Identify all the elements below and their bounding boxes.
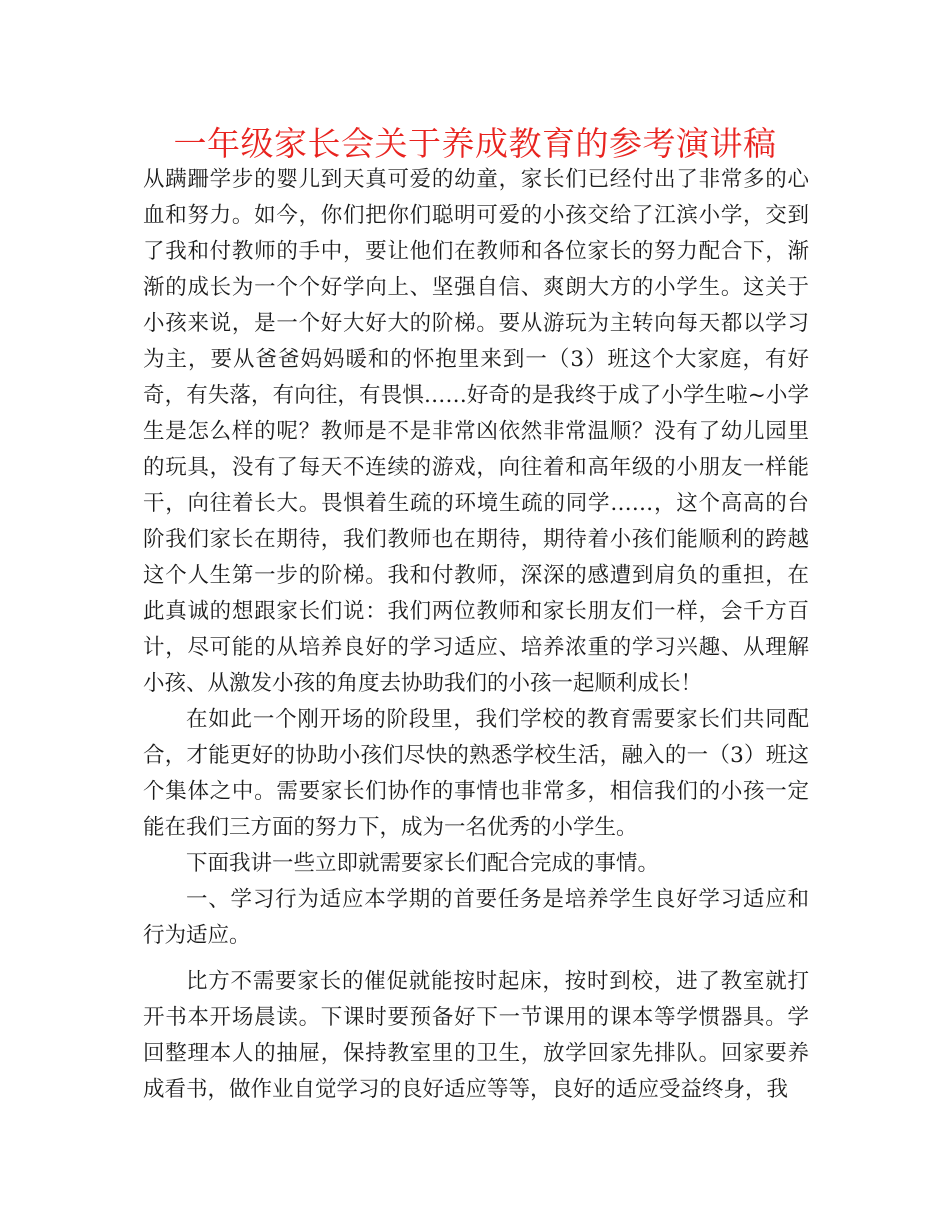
document-title: 一年级家长会关于养成教育的参考演讲稿 bbox=[173, 124, 777, 163]
paragraph-cooperation: 在如此一个刚开场的阶段里，我们学校的教育需要家长们共同配合，才能更好的协助小孩们尽快的熟悉学校生活，融入的一（3）班这个集体之中。需要家长们协作的事情也非常多，相信我们的小孩一定能在我们三方面的努力下，成为一名优秀的小学生。 bbox=[143, 707, 809, 840]
document-body bbox=[143, 162, 809, 1108]
paragraph-section-heading: 一、学习行为适应本学期的首要任务是培养学生良好学习适应和行为适应。 bbox=[143, 887, 809, 948]
paragraph-examples: 比方不需要家长的催促就能按时起床，按时到校，进了教室就打开书本开场晨读。下课时要预备好下一节课用的课本等学惯器具。学回整理本人的抽屉，保持教室里的卫生，放学回家先排队。回家要养成看书，做作业自觉学习的良好适应等等，良好的适应受益终身，我 bbox=[143, 969, 809, 1102]
paragraph-intro: 从蹒跚学步的婴儿到天真可爱的幼童，家长们已经付出了非常多的心血和努力。如今，你们把你们聪明可爱的小孩交给了江滨小学，交到了我和付教师的手中，要让他们在教师和各位家长的努力配合下，渐渐的成长为一个个好学向上、坚强自信、爽朗大方的小学生。这关于小孩来说，是一个好大好大的阶梯。要从游玩为主转向每天都以学习为主，要从爸爸妈妈暖和的怀抱里来到一（3）班这个大家庭，有好奇，有失落，有向往，有畏惧……好奇的是我终于成了小学生啦~小学生是怎么样的呢？教师是不是非常凶依然非常温顺？没有了幼儿园里的玩具，没有了每天不连续的游戏，向往着和高年级的小朋友一样能干，向往着长大。畏惧着生疏的环境生疏的同学……，这个高高的台阶我们家长在期待，我们教师也在期待，期待着小孩们能顺利的跨越这个人生第一步的阶梯。我和付教师，深深的感遭到肩负的重担，在此真诚的想跟家长们说：我们两位教师和家长朋友们一样，会千方百计，尽可能的从培养良好的学习适应、培养浓重的学习兴趣、从理解小孩、从激发小孩的角度去协助我们的小孩一起顺利成长！ bbox=[143, 167, 809, 696]
paragraph-transition: 下面我讲一些立即就需要家长们配合完成的事情。 bbox=[186, 851, 660, 876]
